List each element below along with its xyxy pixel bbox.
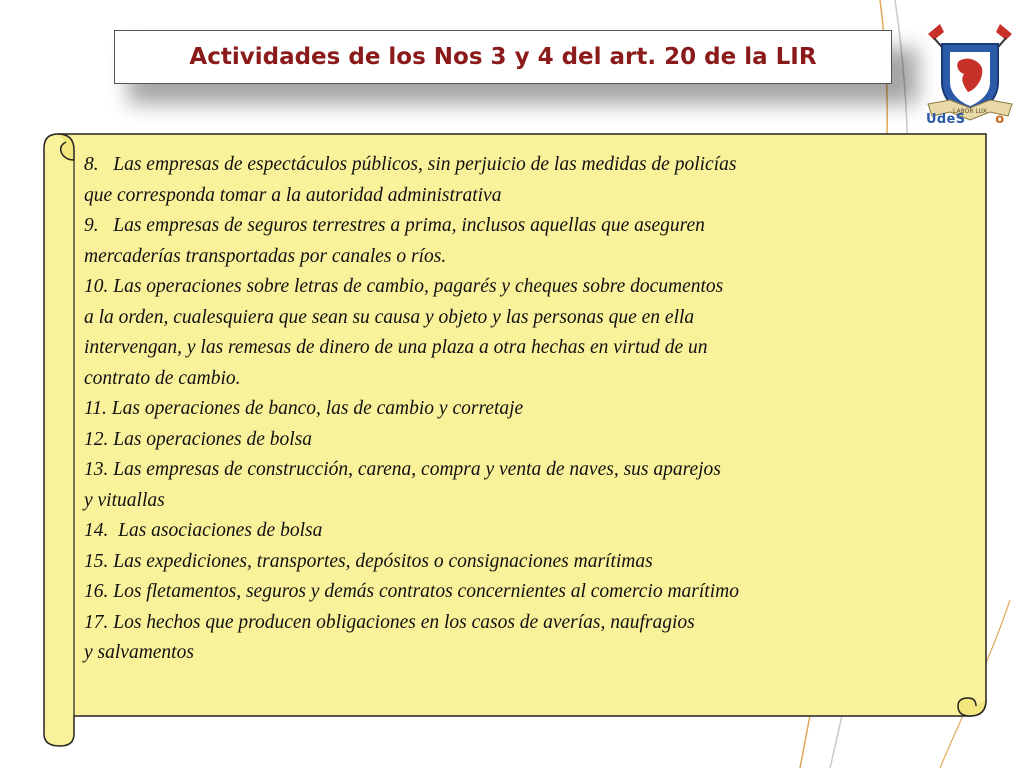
page-title: Actividades de los Nos 3 y 4 del art. 20 de la LIR [189,44,817,70]
list-item: 17. Los hechos que producen obligaciones en los casos de averías, naufragios y salvamentos [84,611,695,663]
list-item: 10. Las operaciones sobre letras de cambio, pagarés y cheques sobre documentos a la orden, cualesquiera que sean su causa y objeto y las personas que en ella intervengan, y las remesas de dinero de una plaza a otra hechas en virtud de un contrato de cambio. [84,276,724,389]
list-item: 9. Las empresas de seguros terrestres a prima, inclusos aquellas que aseguren mercaderías transportadas por canales o ríos. [84,215,705,267]
list-item: 13. Las empresas de construcción, carena, compra y venta de naves, sus aparejos y vituallas [84,459,721,511]
list-item: 16. Los fletamentos, seguros y demás contratos concernientes al comercio marítimo [84,581,739,602]
list-item: 15. Las expediciones, transportes, depósitos o consignaciones marítimas [84,550,653,572]
item-list [84,150,964,669]
list-item: 12. Las operaciones de bolsa [84,428,313,450]
list-item: 8. Las empresas de espectáculos públicos, sin perjuicio de las medidas de policías que corresponda tomar a la autoridad administrativa [84,154,737,206]
list-item: 14. Las asociaciones de bolsa [84,520,323,541]
logo-wordmark: UdeS o [926,112,1005,127]
list-item: 11. Las operaciones de banco, las de cambio y corretaje [84,398,524,419]
svg-text:LABOR LUX: LABOR LUX [953,108,987,115]
